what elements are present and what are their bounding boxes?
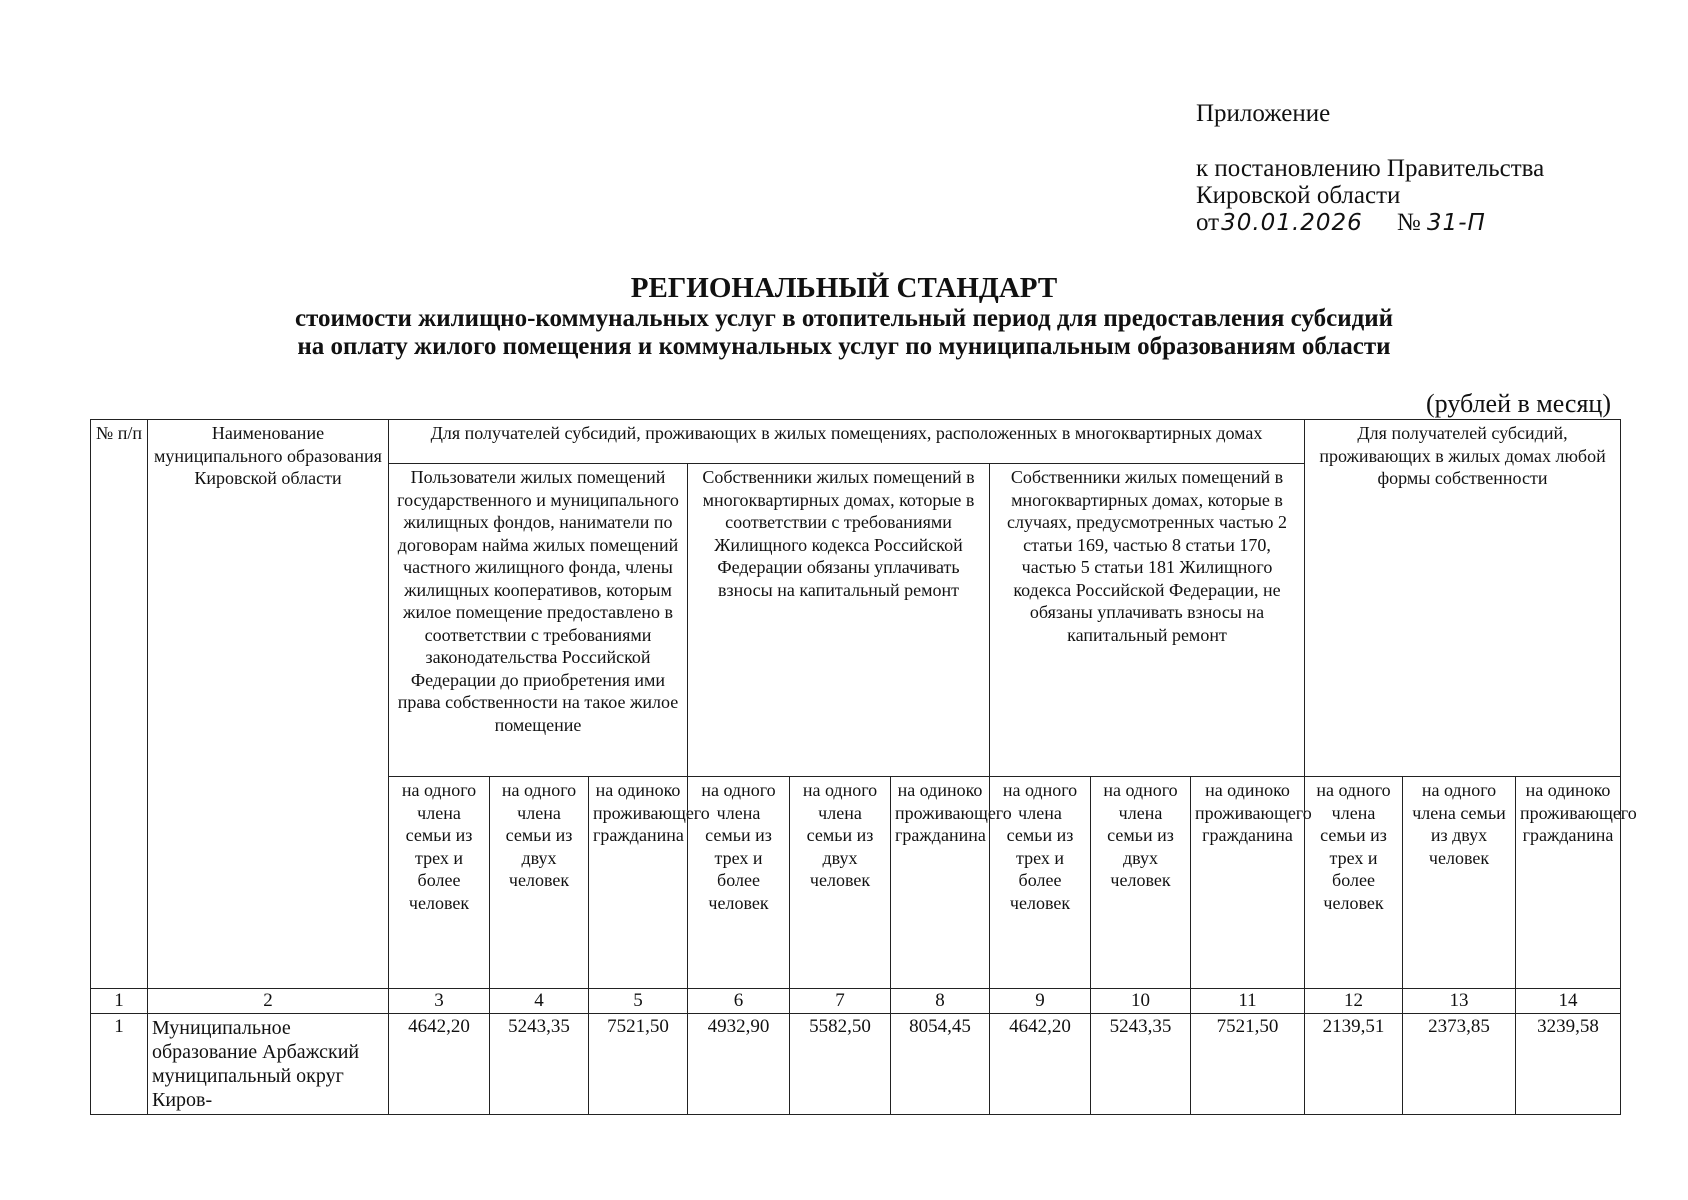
header-group-any-houses: Для получателей субсидий, проживающих в жилых домах любой формы собственности bbox=[1305, 420, 1621, 777]
header-cat-three: на одного члена семьи из трех и более человек bbox=[688, 777, 790, 989]
document-subtitle-line-1: стоимости жилищно-коммунальных услуг в отопительный период для предоставления субсидий bbox=[294, 305, 1394, 332]
handwritten-number: 31-П bbox=[1426, 210, 1486, 236]
document-subtitle-line-2: на оплату жилого помещения и коммунальных услуг по муниципальным образованиям области bbox=[297, 333, 1391, 360]
column-number: 10 bbox=[1091, 989, 1191, 1014]
municipality-name: Муниципальное образование Арбажский муниципальный округ Киров- bbox=[148, 1014, 389, 1115]
header-sub-owners-no-pay: Собственники жилых помещений в многоквартирных домах, которые в случаях, предусмотренных частью 2 статьи 169, частью 8 статьи 170, частью 5 статьи 181 Жилищного кодекса Российской Федерации, не обязаны уплачивать взносы на капитальный ремонт bbox=[990, 464, 1305, 777]
value-cell: 5582,50 bbox=[790, 1014, 891, 1115]
header-sub-users: Пользователи жилых помещений государственного и муниципального жилищных фондов, наниматели по договорам найма жилых помещений частного жилищного фонда, члены жилищных кооперативов, которым жилое помещение предоставлено в соответствии с требованиями законодательства Российской Федерации до приобретения ими права собственности на такое жилое помещение bbox=[389, 464, 688, 777]
header-cat-two: на одного члена семьи из двух человек bbox=[1091, 777, 1191, 989]
header-municipality-name: Наименование муниципального образования Кировской области bbox=[148, 420, 389, 989]
header-cat-two: на одного члена семьи из двух человек bbox=[490, 777, 589, 989]
column-number: 11 bbox=[1191, 989, 1305, 1014]
column-number-row bbox=[91, 989, 1621, 1014]
tariff-table bbox=[90, 419, 1637, 1115]
header-cat-three: на одного члена семьи из трех и более человек bbox=[389, 777, 490, 989]
value-cell: 5243,35 bbox=[490, 1014, 589, 1115]
header-cat-single: на одиноко проживающего гражданина bbox=[1191, 777, 1305, 989]
column-number: 4 bbox=[490, 989, 589, 1014]
header-cat-three: на одного члена семьи из трех и более человек bbox=[1305, 777, 1403, 989]
column-number: 6 bbox=[688, 989, 790, 1014]
column-number: 14 bbox=[1516, 989, 1621, 1014]
units-label: (рублей в месяц) bbox=[1426, 389, 1611, 418]
number-prefix: № bbox=[1396, 209, 1421, 236]
column-number: 8 bbox=[891, 989, 990, 1014]
column-number: 1 bbox=[91, 989, 148, 1014]
header-sub-owners-pay: Собственники жилых помещений в многоквартирных домах, которые в соответствии с требованиями Жилищного кодекса Российской Федерации обязаны уплачивать взносы на капитальный ремонт bbox=[688, 464, 990, 777]
header-group-apartment-buildings: Для получателей субсидий, проживающих в жилых помещениях, расположенных в многоквартирных домах bbox=[389, 420, 1305, 464]
appendix-date-number-line bbox=[1196, 209, 1636, 237]
value-cell: 7521,50 bbox=[589, 1014, 688, 1115]
value-cell: 3239,58 bbox=[1516, 1014, 1621, 1115]
header-cat-single: на одиноко проживающего гражданина bbox=[1516, 777, 1621, 989]
value-cell: 4932,90 bbox=[688, 1014, 790, 1115]
date-prefix: от bbox=[1196, 209, 1220, 236]
value-cell: 5243,35 bbox=[1091, 1014, 1191, 1115]
header-cat-three: на одного члена семьи из трех и более человек bbox=[990, 777, 1091, 989]
appendix-resolution-line: к постановлению Правительства bbox=[1196, 155, 1545, 182]
header-cat-single: на одиноко проживающего гражданина bbox=[891, 777, 990, 989]
value-cell: 4642,20 bbox=[990, 1014, 1091, 1115]
table-row bbox=[91, 1014, 1621, 1115]
appendix-region-line: Кировской области bbox=[1196, 182, 1401, 209]
column-number: 9 bbox=[990, 989, 1091, 1014]
header-row-groups bbox=[91, 420, 1621, 464]
header-num: № п/п bbox=[91, 420, 148, 989]
column-number: 5 bbox=[589, 989, 688, 1014]
appendix-title: Приложение bbox=[1196, 100, 1331, 127]
handwritten-date: 30.01.2026 bbox=[1221, 210, 1363, 236]
appendix-block bbox=[1196, 100, 1636, 237]
column-number: 12 bbox=[1305, 989, 1403, 1014]
column-number: 3 bbox=[389, 989, 490, 1014]
value-cell: 2373,85 bbox=[1403, 1014, 1516, 1115]
document-title: РЕГИОНАЛЬНЫЙ СТАНДАРТ bbox=[630, 272, 1058, 304]
column-number: 13 bbox=[1403, 989, 1516, 1014]
column-number: 2 bbox=[148, 989, 389, 1014]
header-cat-two: на одного члена семьи из двух человек bbox=[790, 777, 891, 989]
row-number: 1 bbox=[91, 1014, 148, 1115]
header-cat-two: на одного члена семьи из двух человек bbox=[1403, 777, 1516, 989]
value-cell: 2139,51 bbox=[1305, 1014, 1403, 1115]
value-cell: 4642,20 bbox=[389, 1014, 490, 1115]
column-number: 7 bbox=[790, 989, 891, 1014]
header-cat-single: на одиноко проживающего гражданина bbox=[589, 777, 688, 989]
value-cell: 8054,45 bbox=[891, 1014, 990, 1115]
value-cell: 7521,50 bbox=[1191, 1014, 1305, 1115]
